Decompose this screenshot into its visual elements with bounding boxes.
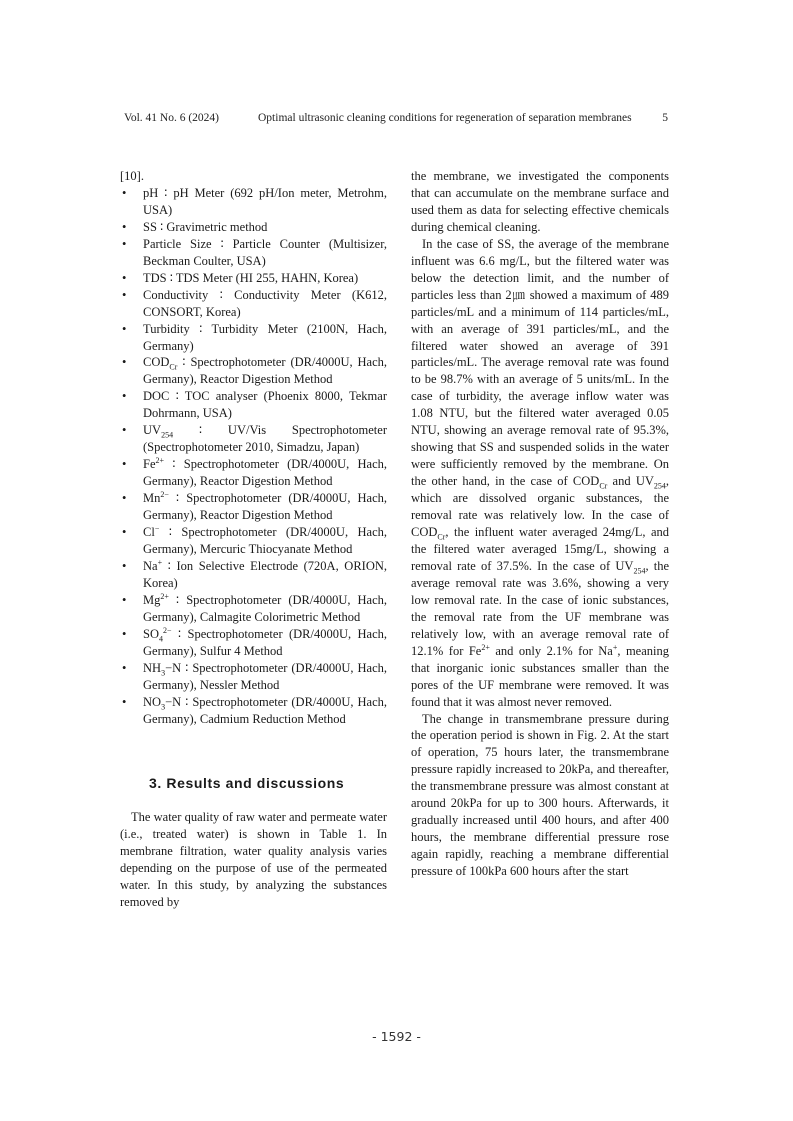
superscript: −: [154, 523, 160, 533]
bullet-icon: •: [122, 270, 127, 285]
item-text: NH: [143, 660, 162, 675]
superscript: 2+: [160, 591, 169, 601]
item-text: ∶ Spectrophotometer (DR/4000U, Hach, Germany), Sulfur 4 Method: [143, 626, 387, 658]
item-text: COD: [143, 355, 170, 370]
bullet-icon: •: [122, 389, 127, 404]
item-text: Na: [143, 558, 158, 573]
item-text: Conductivity ∶ Conductivity Meter (K612, CONSORT, Korea): [143, 287, 387, 319]
journal-volume: Vol. 41 No. 6 (2024): [124, 112, 219, 124]
item-text: −N ∶ Spectrophotometer (DR/4000U, Hach, Germany), Cadmium Reduction Method: [143, 694, 387, 726]
subscript: 254: [161, 430, 174, 440]
page-footer: - 1592 -: [372, 1029, 421, 1044]
item-text: −N ∶ Spectrophotometer (DR/4000U, Hach, Germany), Nessler Method: [143, 660, 387, 692]
bullet-icon: •: [122, 660, 127, 675]
item-text: ∶ Ion Selective Electrode (720A, ORION, Korea): [143, 558, 387, 590]
list-item: [120, 287, 387, 321]
item-text: NO: [143, 694, 162, 709]
page-number: 5: [662, 112, 668, 124]
superscript: +: [157, 557, 163, 567]
bullet-icon: •: [122, 423, 127, 438]
item-text: ∶ Spectrophotometer (DR/4000U, Hach, Germany), Calmagite Colorimetric Method: [143, 592, 387, 624]
list-item: [120, 558, 387, 592]
superscript: 2−: [162, 625, 172, 635]
subscript: 4: [158, 634, 163, 644]
superscript: 2+: [155, 456, 165, 466]
bullet-icon: •: [122, 236, 127, 251]
item-text: pH ∶ pH Meter (692 pH/Ion meter, Metrohm, USA): [143, 185, 387, 217]
list-item: [120, 456, 387, 490]
list-item: [120, 185, 387, 219]
bullet-icon: •: [122, 592, 127, 607]
bullet-icon: •: [122, 457, 127, 472]
item-text: Turbidity ∶ Turbidity Meter (2100N, Hach, Germany): [143, 321, 387, 353]
list-item: [120, 219, 387, 236]
bullet-icon: •: [122, 287, 127, 302]
list-item: [120, 660, 387, 694]
bullet-icon: •: [122, 185, 127, 200]
bullet-icon: •: [122, 694, 127, 709]
bullet-icon: •: [122, 219, 127, 234]
paragraph: In the case of SS, the average of the membrane influent was 6.6 mg/L, but the filtered water was below the detection limit, and the number of particles less than 2㎛ showed a maximum of 489 particles/mL and a minimum of 114 particles/mL, with an average of 391 particles/mL, and the filtered water showed an average of 391 particles/mL. The average removal rate was found to be 98.7% with an average of 5 units/mL. In the case of turbidity, the average inflow water was 1.08 NTU, but the filtered water averaged 0.05 NTU, showing an average removal rate of 95.3%, showing that SS and suspended solids in the water were sufficiently removed by the membrane. On the other hand, in the case of $COD_{Cr}$ and $UV_{254}$, which are dissolved organic substances, the removal rate was relatively low. In the case of $COD_{Cr}$, the influent water averaged 24mg/L, and the filtered water averaged 15mg/L, showing a removal rate of 37.5%. In the case of $UV_{254}$, the average removal rate was 3.6%, showing a very low removal rate. In the case of ionic substances, the removal rate from the UF membrane was relatively low, with an average removal rate of 12.1% for $Fe^{2+}$ and only 2.1% for Na+, meaning that inorganic ionic substances smaller than the pores of the UF membrane were removed. It was found that it was almost never removed.: [411, 236, 670, 709]
item-text: ∶ Spectrophotometer (DR/4000U, Hach, Germany), Mercuric Thiocyanate Method: [143, 525, 387, 556]
list-item: [120, 694, 387, 728]
right-column: [411, 168, 669, 880]
subscript: Cr: [169, 362, 178, 372]
item-text: UV: [143, 423, 162, 438]
reference-citation: [10].: [120, 169, 144, 183]
list-item: [120, 490, 387, 524]
item-text: SO: [143, 626, 159, 641]
item-text: Mg: [143, 592, 161, 607]
paragraph: The water quality of raw water and permeate water (i.e., treated water) is shown in Table 1. In membrane filtration, water quality analysis varies depending on the purpose of use of the permeated water. In this study, by analyzing the substances removed by: [120, 810, 387, 910]
list-item: [120, 626, 387, 660]
subscript: 3: [161, 668, 166, 678]
list-item: [120, 524, 387, 558]
section-title: 3. Results and discussions: [149, 775, 345, 792]
list-item: [120, 592, 387, 626]
bullet-icon: •: [122, 321, 127, 336]
item-text: SS ∶ Gravimetric method: [143, 219, 268, 234]
list-item: [120, 236, 387, 270]
item-text: ∶ Spectrophotometer (DR/4000U, Hach, Germany), Reactor Digestion Method: [143, 491, 387, 523]
item-text: ∶ Spectrophotometer (DR/4000U, Hach, Germany), Reactor Digestion Method: [143, 355, 387, 387]
bullet-icon: •: [122, 626, 127, 641]
item-text: Particle Size ∶ Particle Counter (Multisizer, Beckman Coulter, USA): [143, 236, 387, 268]
item-text: Mn: [143, 491, 161, 506]
left-column: [120, 168, 387, 911]
subscript: 3: [161, 702, 166, 712]
paragraph: the membrane, we investigated the components that can accumulate on the membrane surface and used them as data for selecting effective chemicals during chemical cleaning.: [411, 169, 669, 234]
list-item: [120, 270, 387, 287]
superscript: 2−: [160, 489, 169, 499]
list-item: [120, 321, 387, 355]
running-title: Optimal ultrasonic cleaning conditions for regeneration of separation membranes: [258, 112, 632, 124]
list-item: [120, 422, 387, 456]
list-item: [120, 354, 387, 388]
bullet-icon: •: [122, 491, 127, 506]
item-text: Fe: [143, 457, 156, 472]
paragraph: The change in transmembrane pressure during the operation period is shown in Fig. 2. At the start of operation, 75 hours later, the transmembrane pressure rapidly increased to 20kPa, and thereafter, the transmembrane pressure was almost constant at around 20kPa for up to 300 hours. Afterwards, it gradually increased until 400 hours, and after 400 hours, the membrane differential pressure rose again rapidly, reaching a membrane differential pressure of 100kPa 600 hours after the start: [411, 711, 669, 879]
item-text: DOC ∶ TOC analyser (Phoenix 8000, Tekmar Dohrmann, USA): [143, 389, 387, 421]
item-text: Cl: [143, 525, 155, 540]
list-item: [120, 388, 387, 422]
item-text: ∶ Spectrophotometer (DR/4000U, Hach, Germany), Reactor Digestion Method: [143, 457, 387, 489]
bullet-icon: •: [122, 558, 127, 573]
item-text: TDS ∶ TDS Meter (HI 255, HAHN, Korea): [143, 270, 359, 285]
bullet-icon: •: [122, 355, 127, 370]
item-text: ∶ UV/Vis Spectrophotometer (Spectrophotometer 2010, Simadzu, Japan): [143, 423, 387, 455]
bullet-icon: •: [122, 525, 127, 540]
analysis-methods-list: [120, 185, 387, 728]
